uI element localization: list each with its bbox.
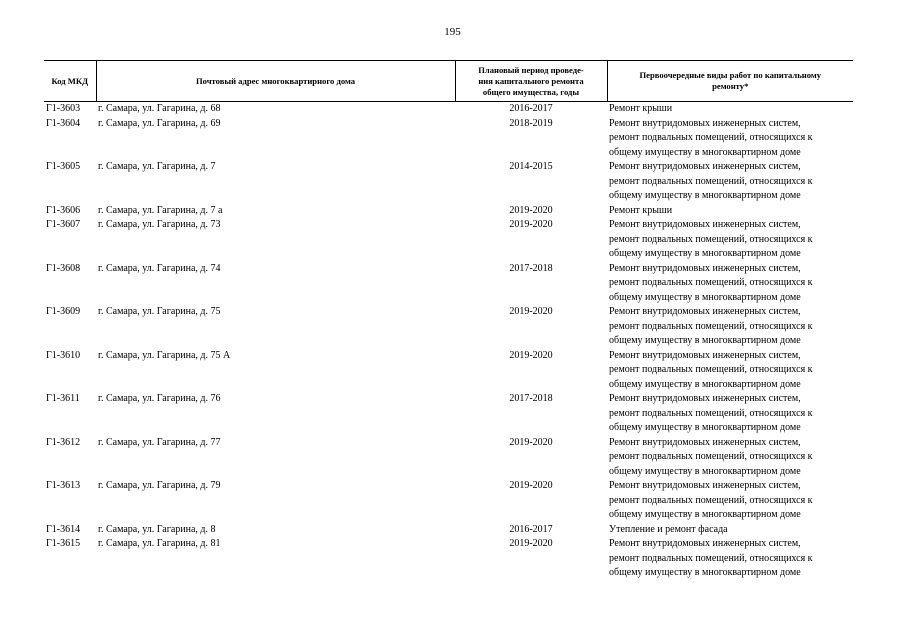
work-line: Ремонт внутридомовых инженерных систем, — [609, 262, 801, 274]
table-row — [44, 160, 853, 204]
priority-works — [607, 160, 853, 204]
header-works-line: ремонту* — [712, 81, 749, 91]
repair-period: 2014-2015 — [509, 161, 553, 172]
mkd-code: Г1-3609 — [46, 306, 81, 317]
repair-period: 2019-2020 — [509, 480, 553, 491]
work-line: ремонт подвальных помещений, относящихся к — [609, 552, 813, 564]
postal-address: г. Самара, ул. Гагарина, д. 81 — [98, 538, 221, 549]
work-line: Ремонт внутридомовых инженерных систем, — [609, 393, 801, 404]
work-line: общему имуществу в многоквартирном доме — [609, 291, 801, 303]
mkd-code: Г1-3607 — [46, 219, 81, 230]
housing-register-table — [44, 60, 853, 581]
work-line: общему имуществу в многоквартирном доме — [609, 422, 801, 433]
table-row — [44, 436, 853, 480]
work-line: общему имуществу в многоквартирном доме — [609, 146, 801, 158]
header-period — [455, 61, 607, 102]
priority-works — [607, 392, 853, 436]
priority-works — [607, 305, 853, 349]
repair-period: 2019-2020 — [509, 219, 553, 230]
page-number: 195 — [444, 26, 461, 38]
header-period-line: общего имущества, годы — [482, 86, 580, 97]
work-line: ремонт подвальных помещений, относящихся к — [609, 132, 813, 143]
table-row — [44, 537, 853, 581]
postal-address: г. Самара, ул. Гагарина, д. 69 — [98, 117, 221, 129]
mkd-code: Г1-3613 — [46, 480, 81, 491]
priority-works — [607, 349, 853, 393]
postal-address: г. Самара, ул. Гагарина, д. 77 — [98, 436, 221, 448]
table-row — [44, 204, 853, 219]
table-body — [44, 102, 853, 581]
repair-period: 2019-2020 — [509, 306, 553, 317]
postal-address: г. Самара, ул. Гагарина, д. 74 — [98, 262, 221, 274]
header-period-line: Плановый период проведе- — [478, 64, 584, 75]
priority-works — [607, 102, 853, 117]
work-line: Ремонт крыши — [609, 204, 673, 216]
work-line: общему имуществу в многоквартирном доме — [609, 335, 801, 346]
postal-address: г. Самара, ул. Гагарина, д. 7 а — [98, 204, 223, 216]
mkd-code: Г1-3610 — [46, 349, 81, 361]
repair-period: 2019-2020 — [509, 436, 553, 448]
table-row — [44, 102, 853, 117]
priority-works — [607, 218, 853, 262]
work-line: ремонт подвальных помещений, относящихся к — [609, 233, 813, 245]
postal-address: г. Самара, ул. Гагарина, д. 75 А — [98, 349, 231, 361]
priority-works — [607, 523, 853, 538]
work-line: общему имуществу в многоквартирном доме — [609, 190, 801, 201]
table-row — [44, 349, 853, 393]
work-line: Ремонт внутридомовых инженерных систем, — [609, 538, 801, 549]
table-header-row — [44, 61, 853, 102]
postal-address: г. Самара, ул. Гагарина, д. 7 — [98, 161, 216, 172]
work-line: Ремонт внутридомовых инженерных систем, — [609, 306, 801, 317]
header-works-line: Первоочередные виды работ по капитальному — [639, 70, 822, 80]
work-line: общему имуществу в многоквартирном доме — [609, 248, 801, 259]
work-line: Ремонт внутридомовых инженерных систем, — [609, 480, 801, 491]
mkd-code: Г1-3614 — [46, 523, 81, 535]
repair-period: 2018-2019 — [509, 117, 553, 129]
repair-period: 2016-2017 — [509, 103, 553, 114]
work-line: ремонт подвальных помещений, относящихся к — [609, 175, 813, 187]
priority-works — [607, 262, 853, 306]
repair-period: 2017-2018 — [509, 393, 553, 404]
header-works — [607, 61, 853, 102]
mkd-code: Г1-3604 — [46, 117, 81, 129]
table-row — [44, 392, 853, 436]
table-row — [44, 117, 853, 161]
table-row — [44, 523, 853, 538]
work-line: ремонт подвальных помещений, относящихся к — [609, 451, 813, 462]
work-line: Ремонт внутридомовых инженерных систем, — [609, 436, 801, 448]
work-line: ремонт подвальных помещений, относящихся к — [609, 407, 813, 419]
header-period-line: ния капитального ремонта — [478, 75, 584, 86]
mkd-code: Г1-3603 — [46, 103, 81, 114]
mkd-code: Г1-3606 — [46, 204, 81, 216]
priority-works — [607, 479, 853, 523]
table-row — [44, 218, 853, 262]
postal-address: г. Самара, ул. Гагарина, д. 76 — [98, 393, 221, 404]
repair-period: 2019-2020 — [509, 349, 553, 361]
postal-address: г. Самара, ул. Гагарина, д. 75 — [98, 306, 221, 317]
table-row — [44, 262, 853, 306]
priority-works — [607, 436, 853, 480]
repair-period: 2017-2018 — [509, 262, 553, 274]
postal-address: г. Самара, ул. Гагарина, д. 73 — [98, 219, 221, 230]
work-line: Ремонт внутридомовых инженерных систем, — [609, 349, 801, 361]
work-line: Ремонт внутридомовых инженерных систем, — [609, 161, 801, 172]
repair-period: 2016-2017 — [509, 523, 553, 535]
work-line: общему имуществу в многоквартирном доме — [609, 378, 801, 390]
work-line: общему имуществу в многоквартирном доме — [609, 567, 801, 578]
work-line: общему имуществу в многоквартирном доме — [609, 509, 801, 520]
header-code: Код МКД — [44, 61, 96, 102]
mkd-code: Г1-3615 — [46, 538, 81, 549]
mkd-code: Г1-3608 — [46, 262, 81, 274]
work-line: Ремонт крыши — [609, 103, 673, 114]
work-line: общему имуществу в многоквартирном доме — [609, 465, 801, 477]
postal-address: г. Самара, ул. Гагарина, д. 79 — [98, 480, 221, 491]
repair-period: 2019-2020 — [509, 538, 553, 549]
header-address: Почтовый адрес многоквартирного дома — [96, 61, 455, 102]
mkd-code: Г1-3612 — [46, 436, 81, 448]
work-line: ремонт подвальных помещений, относящихся к — [609, 277, 813, 288]
work-line: Ремонт внутридомовых инженерных систем, — [609, 219, 801, 230]
priority-works — [607, 117, 853, 161]
work-line: Утепление и ремонт фасада — [609, 523, 728, 535]
mkd-code: Г1-3605 — [46, 161, 81, 172]
priority-works — [607, 537, 853, 581]
table-row — [44, 479, 853, 523]
work-line: ремонт подвальных помещений, относящихся к — [609, 320, 813, 332]
work-line: Ремонт внутридомовых инженерных систем, — [609, 117, 801, 129]
postal-address: г. Самара, ул. Гагарина, д. 8 — [98, 523, 216, 535]
work-line: ремонт подвальных помещений, относящихся к — [609, 364, 813, 375]
postal-address: г. Самара, ул. Гагарина, д. 68 — [98, 103, 221, 114]
repair-period: 2019-2020 — [509, 204, 553, 216]
mkd-code: Г1-3611 — [46, 393, 80, 404]
work-line: ремонт подвальных помещений, относящихся к — [609, 494, 813, 506]
priority-works — [607, 204, 853, 219]
table-row — [44, 305, 853, 349]
